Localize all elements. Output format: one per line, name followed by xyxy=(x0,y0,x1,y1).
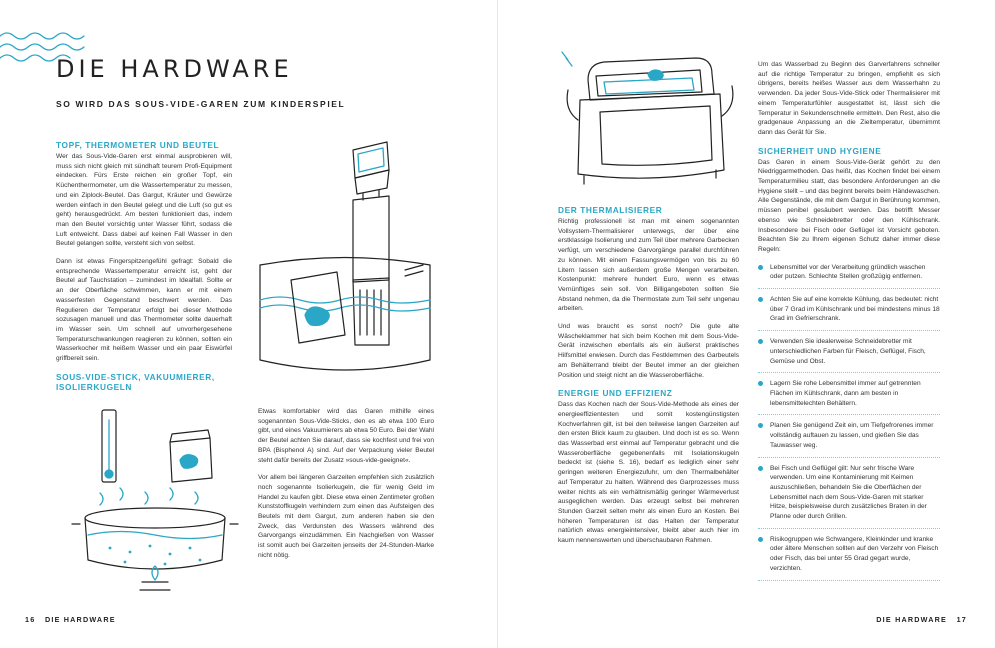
list-item: Lebensmittel vor der Verarbeitung gründlich waschen oder putzen. Schlechte Stellen großzügig entfernen. xyxy=(758,257,940,289)
text-schnell xyxy=(758,60,940,138)
list-item: Risikogruppen wie Schwangere, Kleinkinder und kranke oder ältere Menschen sollten auf den Verzehr von Fleisch oder Fisch, das bei unter 55 Grad gegart wurde, verzichten. xyxy=(758,529,940,581)
text-stick xyxy=(258,407,434,561)
paragraph: Wer das Sous-Vide-Garen erst einmal ausprobieren will, muss sich nicht gleich mit sündhaft teurem Profi-Equipment eindecken. Fürs Erste reichen ein großer Topf, ein Küchenthermometer, um die Wassertemperatur zu messen, und ein Ziplock-Beutel. Das Gargut, Kräuter und Gewürze werden einfach in den Beutel gelegt und die Luft (so gut es geht) herausgedrückt. Am besten funktioniert das, indem man den Beutel vorsichtig unter Wasser führt, sodass die Luft entweicht. Dass dabei auf keinen Fall Wasser in den Beutel gelangen sollte, versteht sich von selbst. xyxy=(56,153,232,248)
column-middle xyxy=(258,407,434,569)
hygiene-rule-list xyxy=(758,257,940,581)
running-head: DIE HARDWARE xyxy=(45,615,116,624)
paragraph: Und was braucht es sonst noch? Die gute alte Wäscheklammer hat sich beim Kochen mit dem Sous-Vide-Gerät inzwischen ebenfalls als ein äußerst praktisches Hilfsmittel erwiesen. Durch das Festklemmen des Garbeutels am Behälterrand bleibt der Beutel immer an der gleichen Position und steigt nicht an die Wasseroberfläche. xyxy=(558,323,739,379)
bullet-icon xyxy=(758,265,763,270)
paragraph: Dann ist etwas Fingerspitzengefühl gefragt: Sobald die entsprechende Wassertemperatur erreicht ist, geht der Beutel auf Tauchstation – zumindest im Idealfall. Sollte er an der Oberfläche schwimmen, kann er mit einem wasserfesten Gegenstand beschwert werden. Das Regulieren der Temperatur erfolgt bei dieser Methode sozusagen manuell und das Thermometer sollte dauerhaft im Wasser sein. Um schnell auf unvorhergesehene Temperaturschwankungen reagieren zu können, sollten ein Wasserkocher mit heißem Wasser und ein paar Eiswürfel griffbereit sein. xyxy=(56,258,232,363)
paragraph: Etwas komfortabler wird das Garen mithilfe eines sogenannten Sous-Vide-Sticks, den es ab etwa 100 Euro gibt, und eines Vakuumierers ab etwa 50 Euro. Bei der Wahl der Beutel achten Sie darauf, dass sie kochfest und frei von BPA (Bisphenol A) sind. Auf der Verpackung vieler Beutel steht dafür bereits der Zusatz »sous-vide-geeignet«. xyxy=(258,408,434,464)
column-right-a xyxy=(558,205,739,554)
list-item: Bei Fisch und Geflügel gilt: Nur sehr frische Ware verwenden. Um eine Kontaminierung mit Keimen auszuschließen, behandeln Sie die Oberflächen der Lebensmittel nach dem Sous-Vide-Garen mit starker Hitze, beispielsweise durch zusätzliches Braten in der Pfanne oder durch Grillen. xyxy=(758,458,940,529)
text-energie xyxy=(558,400,739,546)
paragraph: Richtig professionell ist man mit einem sogenannten Vollsystem-Thermalisierer unterwegs, der über eine erstklassige Isolierung und zum Teil über mehrere Garbecken verfügt, um verschiedene Garvorgänge parallel durchführen zu können. Mit einem Fassungsvermögen von bis zu 60 Litern lassen sich außerdem große Mengen verarbeiten. Kostenpunkt: mehrere hundert Euro, wenn es etwas Vernünftiges sein soll. Von Billigangeboten sollten Sie Abstand nehmen, da die Thermostate zum Teil sehr ungenau arbeiten. xyxy=(558,218,739,313)
page-gutter xyxy=(497,0,498,648)
paragraph: Vor allem bei längeren Garzeiten empfehlen sich zusätzlich noch sogenannte Isolierkugeln, die für wenig Geld im Handel zu kaufen gibt. Diese etwa einen Zentimeter großen Kunststoffkugeln verhindern zum einen das Aufsteigen des Beutels mit dem Gargut, zum anderen haben sie den Zweck, das Verdunsten des Wassers während des Garvorgangs einzudämmen. Ein Nachgießen von Wasser ist somit auch bei Garzeiten jenseits der 24-Stunden-Marke nicht nötig. xyxy=(258,474,434,559)
sous-vide-stick-illustration xyxy=(255,130,435,390)
bullet-icon xyxy=(758,423,763,428)
page-subtitle: SO WIRD DAS SOUS-VIDE-GAREN ZUM KINDERSPIEL xyxy=(56,99,346,109)
page-number: 16 xyxy=(25,615,36,624)
list-item: Lagern Sie rohe Lebensmittel immer auf getrennten Flächen im Kühlschrank, dann am besten in lebensmittelechten Behältern. xyxy=(758,373,940,415)
column-right-b xyxy=(758,60,940,581)
list-item: Planen Sie genügend Zeit ein, um Tiefgefrorenes immer vollständig auftauen zu lassen, und gießen Sie das Tauwasser weg. xyxy=(758,415,940,457)
bullet-icon xyxy=(758,381,763,386)
thermalisierer-illustration xyxy=(560,50,740,200)
heading-hygiene: SICHERHEIT UND HYGIENE xyxy=(758,145,882,156)
footer-left xyxy=(25,615,116,624)
list-item: Verwenden Sie idealerweise Schneidebretter mit unterschiedlichen Farben für Fleisch, Geflügel, Fisch, Gemüse und Obst. xyxy=(758,331,940,373)
text-hygiene xyxy=(758,158,940,255)
footer-right xyxy=(876,615,967,624)
thermometer-bag-pot-illustration xyxy=(70,400,240,600)
running-head: DIE HARDWARE xyxy=(876,615,947,624)
bullet-icon xyxy=(758,537,763,542)
column-left xyxy=(56,140,232,392)
bullet-icon xyxy=(758,339,763,344)
heading-thermal: DER THERMALISIERER xyxy=(558,205,663,215)
heading-topf: TOPF, THERMOMETER UND BEUTEL xyxy=(56,140,220,150)
paragraph: Um das Wasserbad zu Beginn des Garverfahrens schneller auf die richtige Temperatur zu bringen, empfiehlt es sich übrigens, bereits heißes Wasser aus dem Wasserhahn zu verwenden. Da jeder Sous-Vide-Stick oder Thermalisierer mit einem Temperaturfühler ausgestattet ist, lässt sich die Temperatur in Sekundenschnelle ermitteln. Den Rest, also die gradgenaue Anpassung an die Zieltemperatur, übernimmt dann das Gerät für Sie. xyxy=(758,61,940,136)
page-title: DIE HARDWARE xyxy=(56,55,293,83)
bullet-icon xyxy=(758,297,763,302)
paragraph: Dass das Kochen nach der Sous-Vide-Methode als eines der energieeffizientesten und somit kostengünstigsten Kochverfahren gilt, ist bei den teilweise langen Garzeiten auf den ersten Blick kaum zu glauben. Und doch ist es so. Wenn das Wasserbad erst einmal auf Temperatur gebracht und die Wasseroberfläche gegebenenfalls mit Isolationskugeln bedeckt ist (siehe S. 16), bedarf es lediglich einer sehr geringen weiteren Energiezufuhr, um den Thermalbehälter auf Temperatur zu halten. Während des Garprozesses muss weiter nichts als ein verhältnismäßig geringer Wärmeverlust ausgeglichen werden. Das erzeugt selbst bei mehreren Stunden Garzeit selten mehr als einen Euro an Kosten. Bei höheren Temperaturen ist das Halten der Temperatur natürlich etwas energieintensiver, bleibt aber auch hier im kaum nennenswerten und überschaubaren Rahmen. xyxy=(558,401,739,545)
text-thermal xyxy=(558,217,739,380)
bullet-icon xyxy=(758,466,763,471)
page-number: 17 xyxy=(956,615,967,624)
text-topf xyxy=(56,152,232,364)
paragraph: Das Garen in einem Sous-Vide-Gerät gehört zu den Niedriggarmethoden. Das heißt, das Kochen findet bei einem Temperaturmilieu statt, das besondere Anforderungen an die Hygiene stellt – und das beginnt bereits beim Händewaschen. Alle Gegenstände, die mit dem Gargut in Berührung kommen, müssen penibel gesäubert werden. Das betrifft Messer ebenso wie Schneidebretter oder den Kühlschrank. Insbesondere bei Fisch oder Geflügel ist Vorsicht geboten. Beachten Sie zu Ihrem eigenen Schutz daher immer diese Regeln: xyxy=(758,158,940,253)
heading-energie: ENERGIE UND EFFIZIENZ xyxy=(558,388,673,399)
list-item: Achten Sie auf eine korrekte Kühlung, das bedeutet: nicht über 7 Grad im Kühlschrank und bei mindestens minus 18 Grad im Gefrierschrank. xyxy=(758,289,940,331)
heading-stick: SOUS-VIDE-STICK, VAKUUMIERER, ISOLIERKUGELN xyxy=(56,371,215,392)
